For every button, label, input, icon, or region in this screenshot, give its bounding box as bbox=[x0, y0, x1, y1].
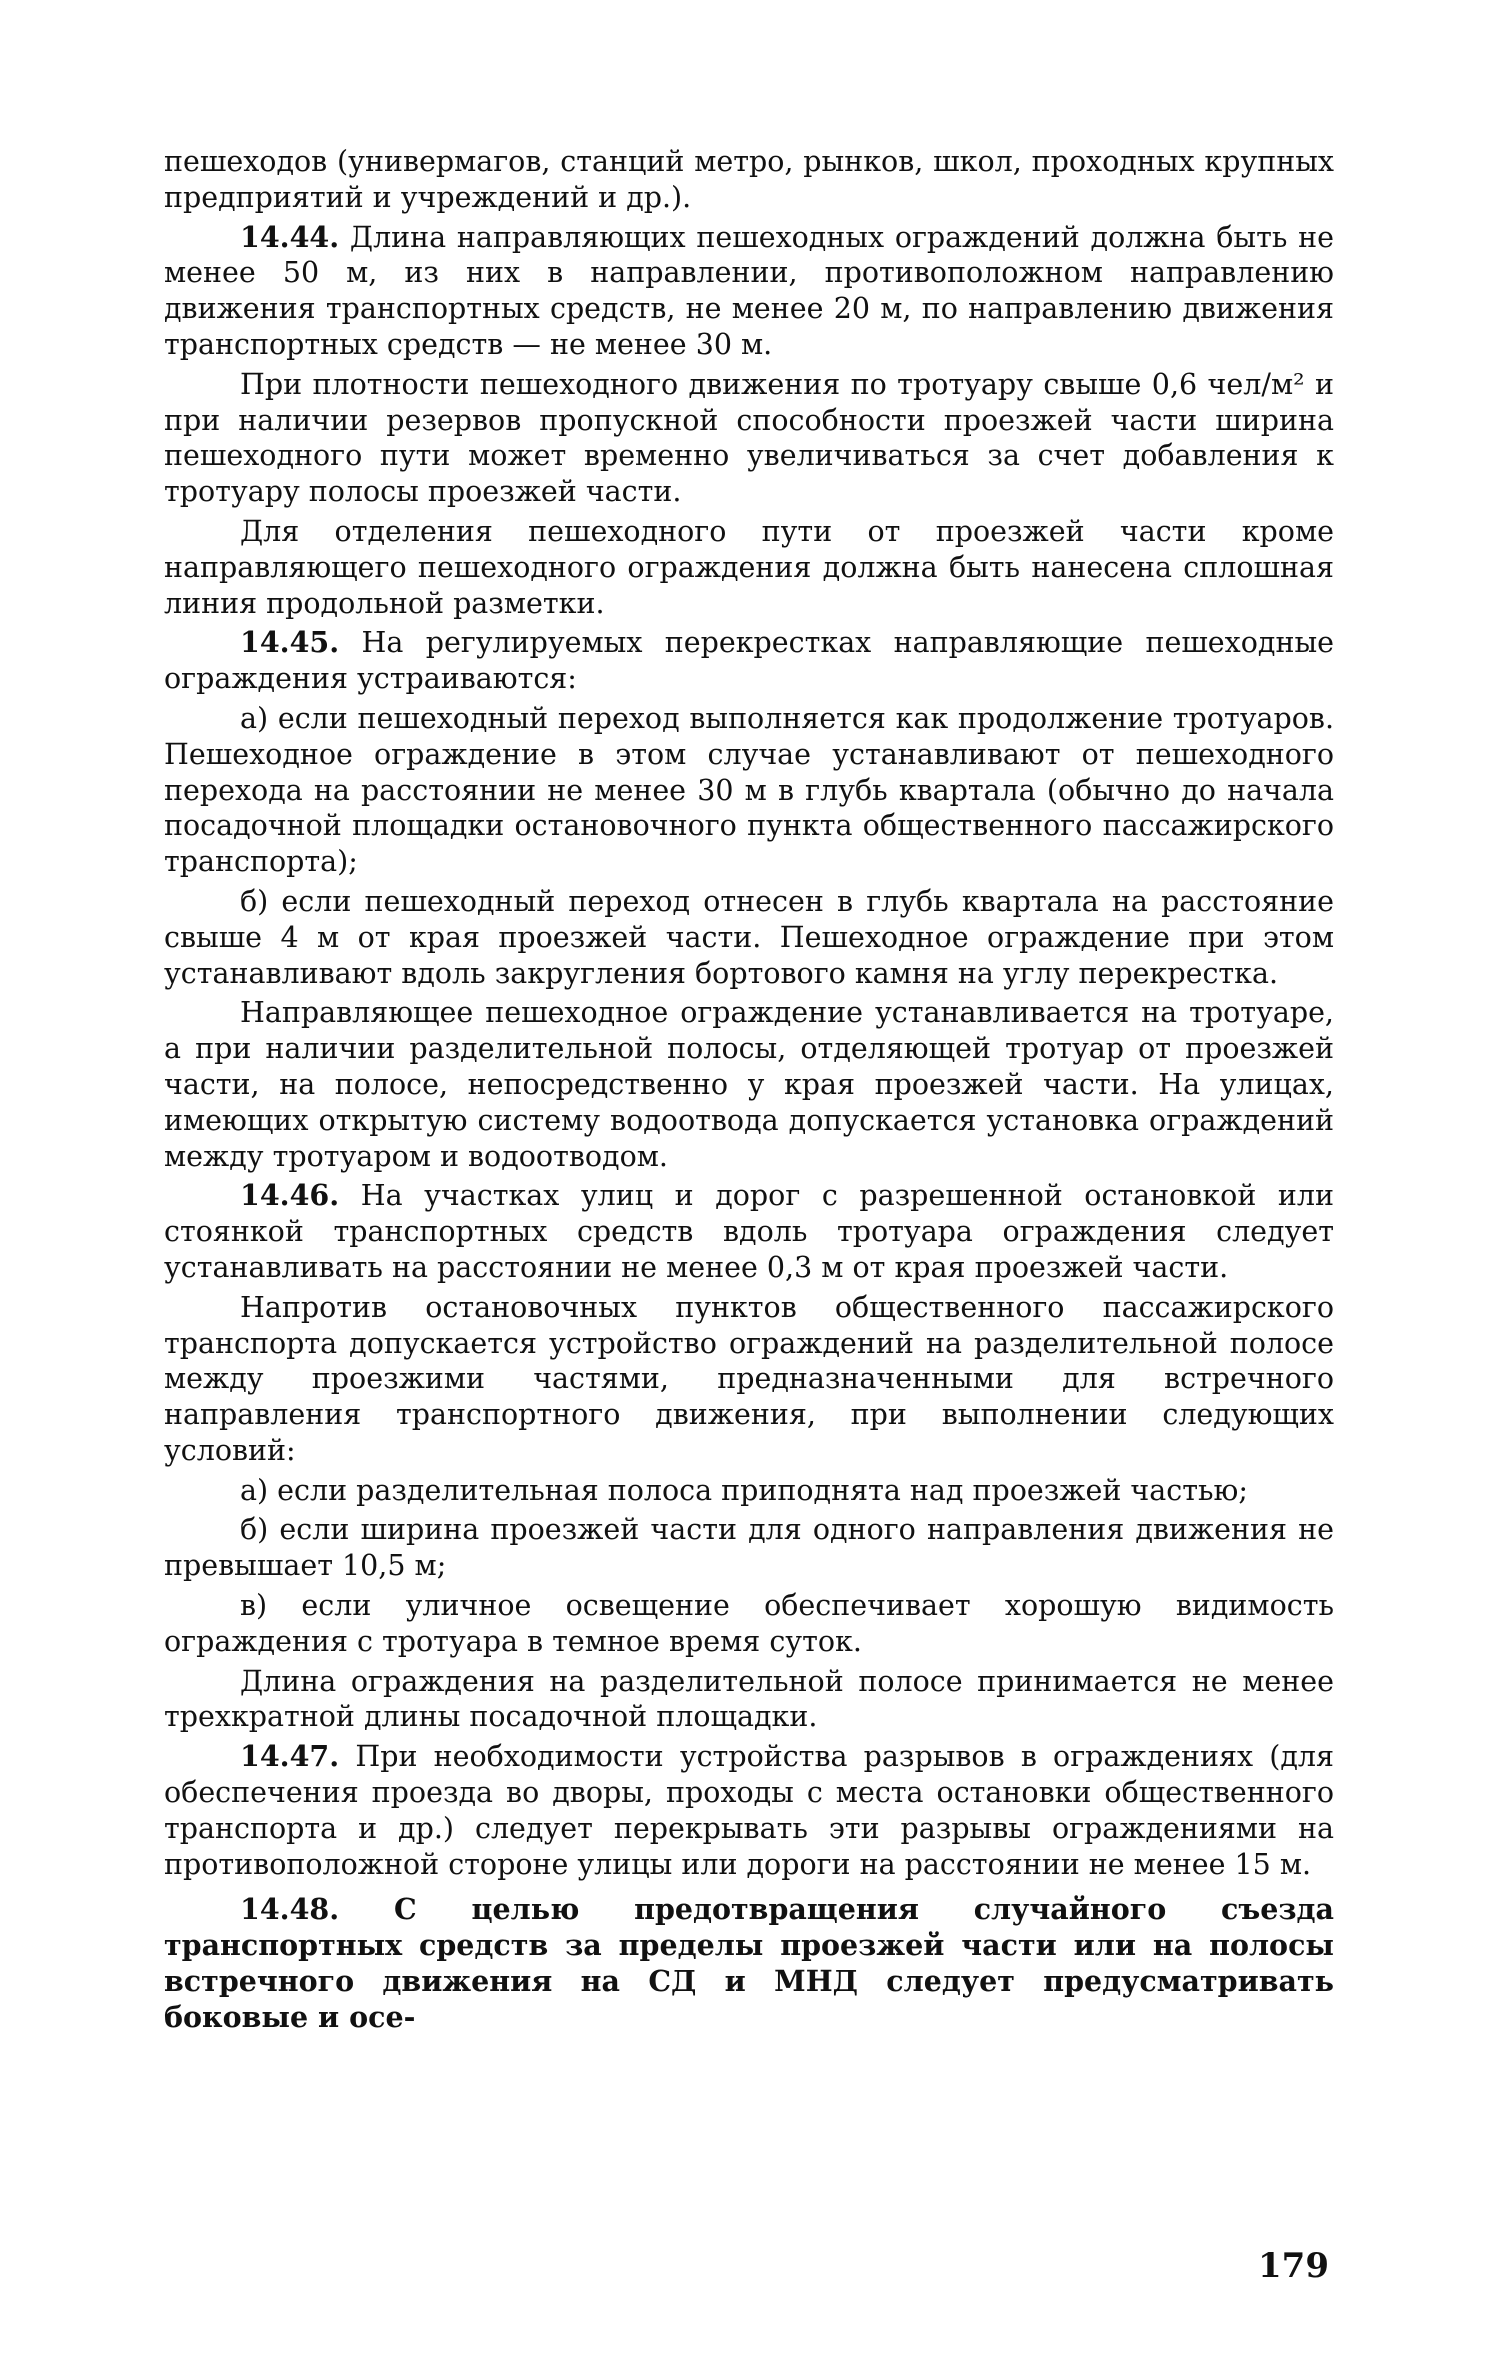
paragraph-condition-c: в) если уличное освещение обеспечивает хорошую видимость ограждения с тротуара в темное время суток. bbox=[164, 1589, 1334, 1658]
paragraph-14-45: 14.45. На регулируемых перекрестках направляющие пешеходные ограждения устраиваются: bbox=[164, 625, 1334, 696]
paragraph-guiding-fence: Направляющее пешеходное ограждение устанавливается на тротуаре, а при наличии разделительной полосы, отделяющей тротуар от проезжей части, на полосе, непосредственно у края проезжей части. На улицах, имеющих открытую систему водоотвода допускается установка ограждений между тротуаром и водоотводом. bbox=[164, 996, 1334, 1173]
paragraph-condition-a: а) если разделительная полоса приподнята над проезжей частью; bbox=[240, 1473, 1248, 1507]
clause-number: 14.46. bbox=[240, 1178, 340, 1213]
clause-number: 14.48. bbox=[240, 1892, 340, 1927]
page-body bbox=[164, 144, 1334, 2036]
paragraph-14-46: 14.46. На участках улиц и дорог с разрешенной остановкой или стоянкой транспортных средств вдоль тротуара ограждения следует устанавливать на расстоянии не менее 0,3 м от края проезжей части. bbox=[164, 1178, 1334, 1284]
paragraph-14-48: 14.48. С целью предотвращения случайного съезда транспортных средств за пределы проезжей части или на полосы встречного движения на СД и МНД следует предусматривать боковые и осе- bbox=[164, 1892, 1334, 2034]
clause-number: 14.44. bbox=[240, 219, 340, 254]
paragraph-opposite-stops: Напротив остановочных пунктов общественного пассажирского транспорта допускается устройство ограждений на разделительной полосе между проезжими частями, предназначенными для встречного направления транспортного движения, при выполнении следующих условий: bbox=[164, 1290, 1334, 1467]
paragraph-separation: Для отделения пешеходного пути от проезжей части кроме направляющего пешеходного ограждения должна быть нанесена сплошная линия продольной разметки. bbox=[164, 514, 1334, 620]
paragraph-item-a: а) если пешеходный переход выполняется как продолжение тротуаров. Пешеходное ограждение в этом случае устанавливают от пешеходного перехода на расстоянии не менее 30 м в глубь квартала (обычно до начала посадочной площадки остановочного пункта общественного пассажирского транспорта); bbox=[164, 701, 1334, 879]
paragraph-condition-b: б) если ширина проезжей части для одного направления движения не превышает 10,5 м; bbox=[164, 1513, 1334, 1583]
paragraph-pedestrian-density: При плотности пешеходного движения по тротуару свыше 0,6 чел/м² и при наличии резервов пропускной способности проезжей части ширина пешеходного пути может временно увеличиваться за счет добавления к тротуару полосы проезжей части. bbox=[164, 367, 1334, 509]
page-number: 179 bbox=[1258, 2246, 1329, 2286]
paragraph-14-47: 14.47. При необходимости устройства разрывов в ограждениях (для обеспечения проезда во дворы, проходы с места остановки общественного транспорта и др.) следует перекрывать эти разрывы ограждениями на противоположной стороне улицы или дороги на расстоянии не менее 15 м. bbox=[164, 1739, 1334, 1881]
paragraph-fence-length: Длина ограждения на разделительной полосе принимается не менее трехкратной длины посадочной площадки. bbox=[164, 1664, 1334, 1734]
paragraph-14-44: 14.44. Длина направляющих пешеходных ограждений должна быть не менее 50 м, из них в направлении, противоположном направлению движения транспортных средств, не менее 20 м, по направлению движения транспортных средств — не менее 30 м. bbox=[164, 219, 1334, 361]
clause-number: 14.47. bbox=[240, 1739, 340, 1774]
clause-number: 14.45. bbox=[240, 625, 340, 660]
paragraph-item-b: б) если пешеходный переход отнесен в глубь квартала на расстояние свыше 4 м от края проезжей части. Пешеходное ограждение при этом устанавливают вдоль закругления бортового камня на углу перекрестка. bbox=[164, 884, 1334, 990]
paragraph-continuation: пешеходов (универмагов, станций метро, рынков, школ, проходных крупных предприятий и учреждений и др.). bbox=[164, 145, 1334, 214]
